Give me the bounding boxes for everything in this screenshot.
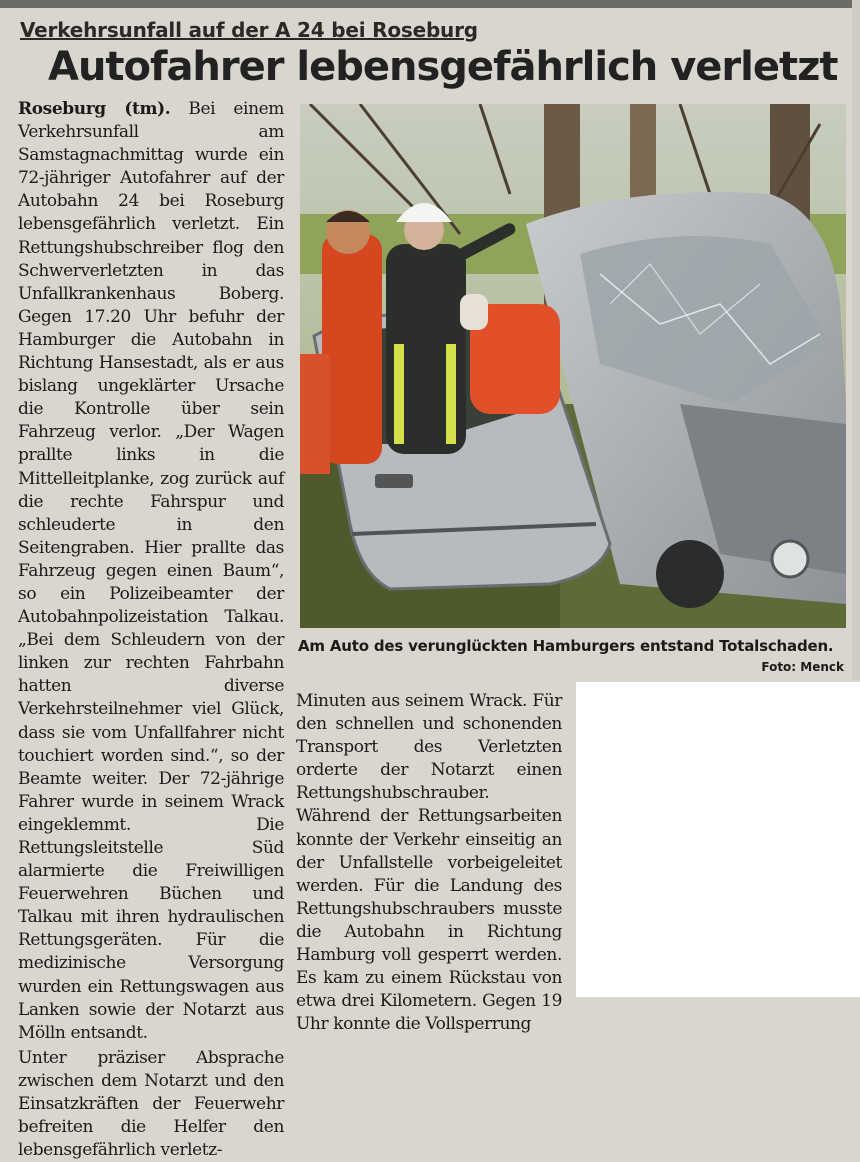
dateline: Roseburg (tm). <box>18 99 171 119</box>
page-edge <box>852 0 860 680</box>
accident-photo <box>300 104 846 628</box>
lead-text: Bei einem Verkehrsunfall am Samstagnachmittag wurde ein 72-jähriger Autofahrer auf der Autobahn 24 bei Roseburg lebensgefährlich verletzt. Ein Rettungshubschreiber flog den Schwerverletzten in das Unfallkrankenhaus Boberg. Gegen 17.20 Uhr befuhr der Hamburger die Autobahn in Richtung Hansestadt, als er aus bislang ungeklärter Ursache die Kontrolle über sein Fahrzeug verlor. „Der Wagen prallte links in die Mittelleitplanke, zog zurück auf die rechte Fahrspur und schleuderte in den Seitengraben. Hier prallte das Fahrzeug gegen einen Baum“, so ein Polizeibeamter der Autobahnpolizeistation Talkau. „Bei dem Schleudern von der linken zur rechten Fahrbahn hatten diverse Verkehrsteilnehmer viel Glück, dass sie vom Unfallfahrer nicht touchiert worden sind.“, so der Beamte weiter. Der 72-jährige Fahrer wurde in seinem Wrack eingeklemmt. Die Rettungsleitstelle Süd alarmierte die Freiwilligen Feuerwehren Büchen und Talkau mit ihren hydraulischen Rettungsgeräten. Für die medizinische Versorgung wurden ein Rettungswagen aus Lanken sowie der Notarzt aus Mölln entsandt. <box>18 99 284 1043</box>
blank-area <box>576 682 860 997</box>
article-headline: Autofahrer lebensgefährlich verletzt <box>48 44 838 90</box>
article-column-2 <box>296 690 562 1036</box>
paragraph-2: Unter präziser Absprache zwischen dem Notarzt und den Einsatzkräften der Feuerwehr befreiten die Helfer den lebensgefährlich verletz- <box>18 1047 284 1161</box>
photo-caption: Am Auto des verunglückten Hamburgers entstand Totalschaden. <box>298 637 834 655</box>
article-kicker: Verkehrsunfall auf der A 24 bei Roseburg <box>20 18 478 42</box>
column-2-text: Minuten aus seinem Wrack. Für den schnellen und schonenden Transport des Verletzten orderte der Notarzt einen Rettungshubschrauber. Während der Rettungsarbeiten konnte der Verkehr einseitig an der Unfallstelle vorbeigeleitet werden. Für die Landung des Rettungshubschraubers musste die Autobahn in Richtung Hamburg voll gesperrt werden. Es kam zu einem Rückstau von etwa drei Kilometern. Gegen 19 Uhr konnte die Vollsperrung <box>296 691 562 1035</box>
photo-credit: Foto: Menck <box>761 660 844 674</box>
lead-paragraph <box>18 98 284 1045</box>
article-column-1 <box>18 98 284 1162</box>
top-edge <box>0 0 860 8</box>
